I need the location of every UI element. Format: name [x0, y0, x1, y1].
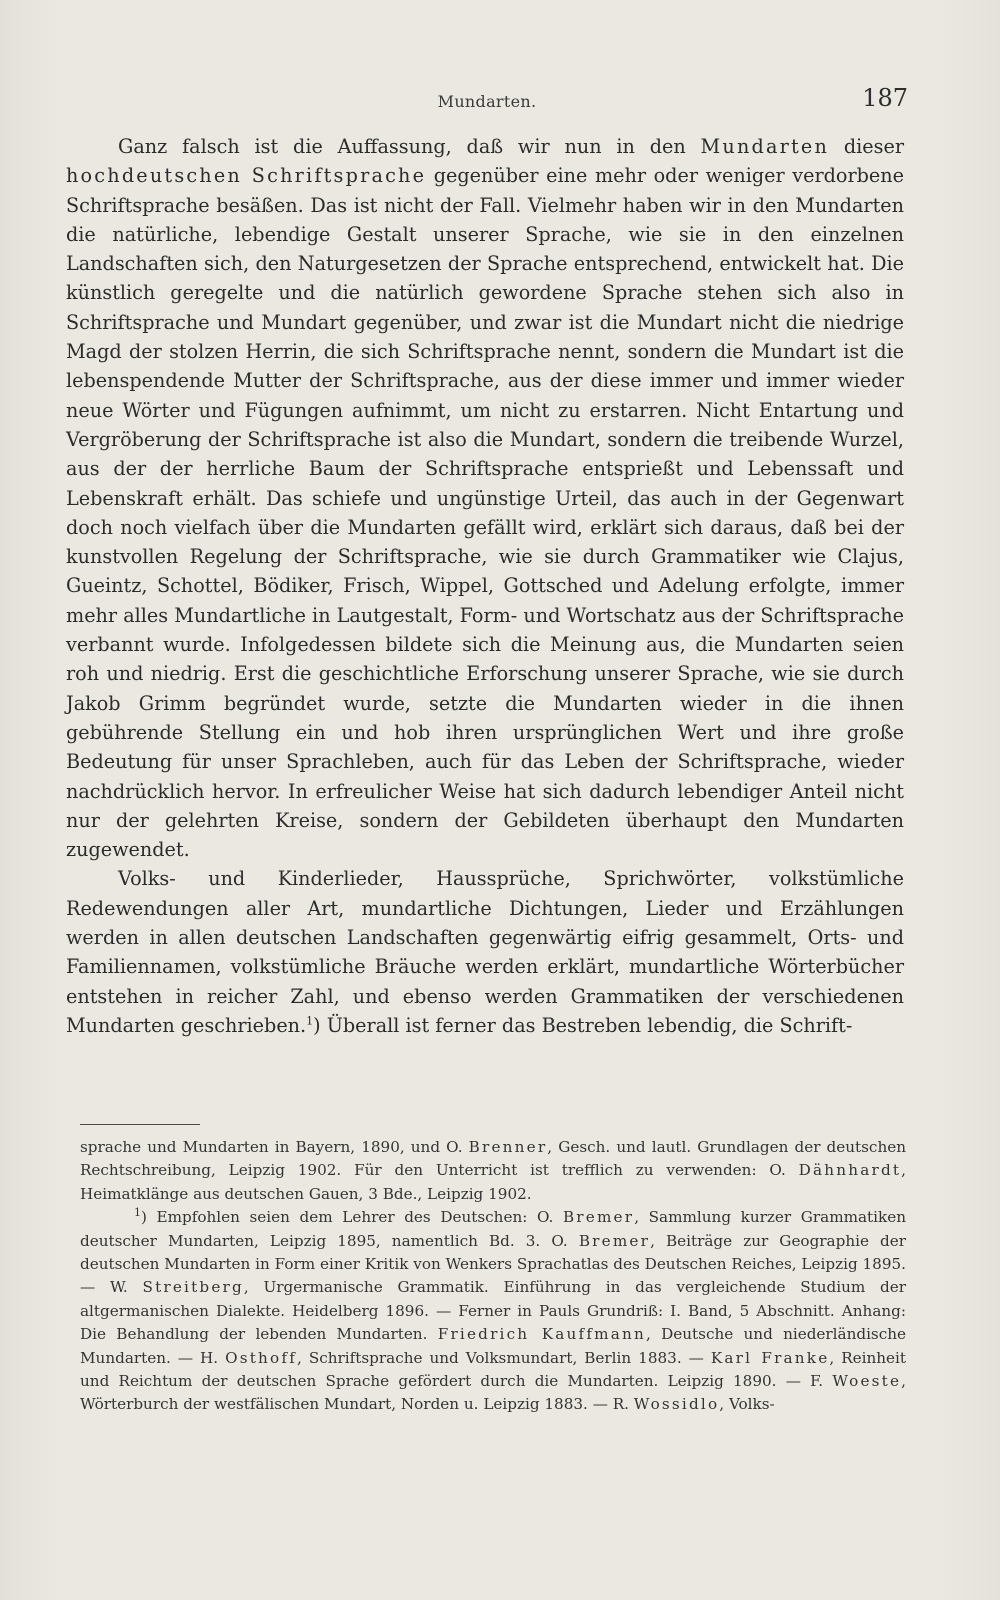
text-run: ) Überall ist ferner das Bestreben lebendig, die Schrift- [313, 1013, 853, 1037]
text-run: sprache und Mundarten in Bayern, 1890, und O. [80, 1138, 469, 1156]
author-name: Osthoff [225, 1348, 298, 1367]
page-header [66, 84, 908, 118]
author-name: Bremer [578, 1231, 651, 1250]
text-run: , Gesch. und lautl. Grundlagen der deutschen Rechtschreibung, Leipzig 1902. Für den Unterricht ist trefflich zu verwenden: O. [80, 1138, 906, 1180]
text-run: , Schriftsprache und Volksmundart, Berlin 1883. — [297, 1348, 711, 1367]
author-name: Bremer [562, 1208, 635, 1227]
author-name: Woeste [832, 1372, 902, 1391]
text-run: , Wörterburch der westfälischen Mundart, Norden u. Leipzig 1883. — R. [80, 1372, 906, 1414]
text-run: , Urgermanische Grammatik. Einführung in das vergleichende Studium der altgermanischen Dialekte. Heidelberg 1896. — Ferner in Pauls Grundriß: I. Band, 5 Abschnitt. Anhang: Die Behandlung der lebenden Mundarten. [80, 1278, 906, 1344]
text-run: gegenüber eine mehr oder weniger verdorbene Schriftsprache besäßen. Das ist nicht der Fall. Vielmehr haben wir in den Mundarten die natürliche, lebendige Gestalt unserer Sprache, wie sie in den einzelnen Landschaften sich, den Naturgesetzen der Sprache entsprechend, entwickelt hat. Die künstlich geregelte und die natürlich gewordene Sprache stehen sich also in Schriftsprache und Mundart gegenüber, und zwar ist die Mundart nicht die niedrige Magd der stolzen Herrin, die sich Schriftsprache nennt, sondern die Mundart ist die lebenspendende Mutter der Schriftsprache, aus der diese immer und immer wieder neue Wörter und Fügungen aufnimmt, um nicht zu erstarren. Nicht Entartung und Vergröberung der Schriftsprache ist also die Mundart, sondern die treibende Wurzel, aus der der herrliche Baum der Schriftsprache entsprießt und Lebenssaft und Lebenskraft erhält. Das schiefe und ungünstige Urteil, das auch in der Gegenwart doch noch vielfach über die Mundarten gefällt wird, erklärt sich daraus, daß bei der kunstvollen Regelung der Schriftsprache, wie sie durch Grammatiker wie Clajus, Gueintz, Schottel, Bödiker, Frisch, Wippel, Gottsched und Adelung erfolgte, immer mehr alles Mundartliche in Lautgestalt, Form- und Wortschatz aus der Schriftsprache verbannt wurde. Infolgedessen bildete sich die Meinung aus, die Mundarten seien roh und niedrig. Erst die geschichtliche Erforschung unserer Sprache, wie sie durch Jakob Grimm begründet wurde, setzte die Mundarten wieder in die ihnen gebührende Stellung ein und hob ihren ursprünglichen Wert und ihre große Bedeutung für unser Sprachleben, auch für das Leben der Schriftsprache, wieder nachdrücklich hervor. In erfreulicher Weise hat sich dadurch lebendiger Anteil nicht nur der gelehrten Kreise, sondern der Gebildeten überhaupt den Mundarten zugewendet. [66, 164, 904, 862]
running-title: Mundarten. [437, 92, 537, 111]
text-run: , Volks- [719, 1395, 775, 1414]
text-run: , Beiträge zur Geographie der deutschen Mundarten in Form einer Kritik von Wenkers Sprachatlas des Deutschen Reiches, Leipzig 1895. — W. [80, 1231, 907, 1297]
text-run: ) Empfohlen seien dem Lehrer des Deutschen: O. [141, 1208, 563, 1227]
author-name: Karl Franke [710, 1348, 830, 1367]
footnote-reference: 1 [306, 1014, 314, 1028]
text-run: Ganz falsch ist die Auffassung, daß wir nun in den [118, 135, 701, 158]
emphasis-mundarten: Mundarten [700, 135, 830, 158]
author-name: Brenner [468, 1138, 548, 1156]
emphasis-hochdeutschen-schriftsprache: hochdeutschen Schriftsprache [66, 164, 427, 188]
author-name: Streitberg [142, 1278, 244, 1297]
footnote-mark: 1 [134, 1206, 141, 1220]
text-run: , Sammlung kurzer Grammatiken deutscher Mundarten, Leipzig 1895, namentlich Bd. 3. O. [80, 1208, 906, 1250]
author-name: Friedrich Kauffmann [437, 1325, 646, 1344]
footnote-separator [80, 1124, 200, 1125]
text-run: dieser [829, 135, 905, 158]
text-run: , Reinheit und Reichtum der deutschen Sprache gefördert durch die Mundarten. Leipzig 1890. — F. [80, 1348, 907, 1391]
footnote-continuation [80, 1136, 906, 1206]
text-run: , Deutsche und niederländische Mundarten. — H. [80, 1325, 907, 1367]
text-run: , Heimatklänge aus deutschen Gauen, 3 Bde., Leipzig 1902. [80, 1161, 906, 1203]
author-name: Dähnhardt [798, 1161, 902, 1180]
footnotes [80, 1136, 906, 1417]
page-number: 187 [862, 84, 908, 112]
body-text [66, 132, 904, 1040]
author-name: Wossidlo [633, 1395, 720, 1414]
paragraph-2 [66, 864, 904, 1040]
text-run: Volks- und Kinderlieder, Haussprüche, Sprichwörter, volkstümliche Redewendungen aller Art, mundartliche Dichtungen, Lieder und Erzählungen werden in allen deutschen Landschaften gegenwärtig eifrig gesammelt, Orts- und Familiennamen, volkstümliche Bräuche werden erklärt, mundartliche Wörterbücher entstehen in reicher Zahl, und ebenso werden Grammatiken der verschiedenen Mundarten geschrieben. [66, 867, 904, 1037]
footnote-1 [80, 1206, 906, 1417]
paragraph-1 [66, 132, 904, 864]
